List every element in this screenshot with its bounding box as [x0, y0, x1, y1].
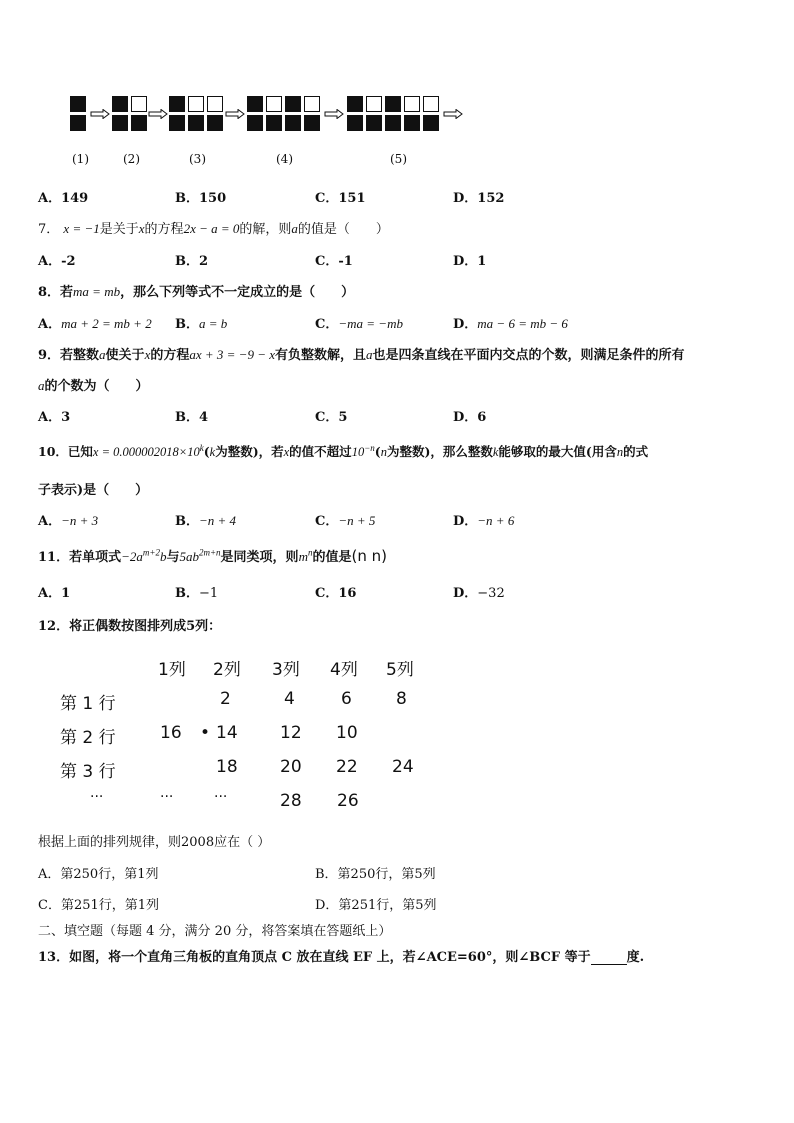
option-d: D．−n + 6	[453, 513, 515, 529]
table-cell: 6	[341, 689, 352, 709]
table-cell: ···	[160, 789, 174, 805]
option-d: D．6	[453, 410, 487, 425]
question-text: ，那么下列等式不一定成立的是（ ）	[120, 285, 355, 300]
question-10: 10．已知$x = 0.000002018\times 10^k(k$为整数)，若x的值不超过$10^{-n}(n$为整数)，那么整数k能够取的最大值(用含n的式	[38, 442, 649, 459]
even-number-table	[60, 655, 440, 815]
table-cell: 22	[336, 757, 358, 777]
question-9-line2: a的个数为（ ）	[38, 378, 149, 394]
row-header: 第 3 行	[60, 762, 116, 782]
option-c: C．−ma = −mb	[315, 316, 403, 332]
table-cell: ···	[214, 789, 228, 805]
table-cell: 16	[160, 723, 182, 743]
option-b: B．a = b	[175, 316, 228, 332]
question-number: 7．	[38, 222, 60, 237]
question-text: 的值是（ ）	[297, 222, 389, 237]
question-text: 的解，则	[239, 222, 292, 237]
option-d: D．ma − 6 = mb − 6	[453, 316, 568, 332]
question-13: 13．如图，将一个直角三角板的直角顶点 C 放在直线 EF 上，若∠ACE=60°，则∠BCF 等于 度.	[38, 950, 645, 965]
table-cell: 28	[280, 791, 302, 811]
option-c: C．−n + 5	[315, 513, 376, 529]
pattern-label: (2)	[123, 152, 140, 166]
table-cell: 26	[337, 791, 359, 811]
pattern-label: (3)	[189, 152, 206, 166]
question-text: 是关于	[99, 222, 139, 237]
col-header: 1列	[158, 660, 186, 680]
row-header: 第 1 行	[60, 694, 116, 714]
section-heading: 二、填空题（每题 4 分，满分 20 分，将答案填在答题纸上）	[38, 924, 392, 939]
pattern-label: (4)	[276, 152, 293, 166]
answer-blank[interactable]	[591, 964, 627, 965]
table-cell: 8	[396, 689, 407, 709]
option-d: D．第251行，第5列	[315, 898, 437, 913]
table-cell: 18	[216, 757, 238, 777]
option-a: A．第250行，第1列	[38, 867, 159, 882]
math-expr: x = −1	[63, 221, 100, 236]
col-header: 4列	[330, 660, 358, 680]
option-d: D．152	[453, 191, 505, 206]
arrow-icon	[225, 109, 245, 119]
math-var: a	[291, 221, 298, 236]
col-header: 3列	[272, 660, 300, 680]
table-cell: 4	[284, 689, 295, 709]
option-c: C．-1	[315, 254, 353, 269]
arrow-icon	[443, 109, 463, 119]
col-header: 5列	[386, 660, 414, 680]
question-text: 8．若	[38, 285, 74, 300]
col-header: 2列	[213, 660, 241, 680]
option-b: B．−1	[175, 586, 219, 601]
option-a: A．−n + 3	[38, 513, 99, 529]
option-c: C．16	[315, 586, 357, 601]
arrow-icon	[324, 109, 344, 119]
table-dot: •	[200, 723, 211, 743]
option-a: A．3	[38, 410, 71, 425]
question-text: 的方程	[144, 222, 184, 237]
math-expr: ma = mb	[73, 284, 121, 299]
question-7	[38, 218, 389, 237]
option-b: B．−n + 4	[175, 513, 237, 529]
filled-square	[70, 115, 86, 131]
option-b: B．150	[175, 191, 227, 206]
math-var: x	[138, 221, 145, 236]
option-c: C．第251行，第1列	[38, 898, 160, 913]
pattern-label: (5)	[390, 152, 407, 166]
row-header: 第 2 行	[60, 728, 116, 748]
option-c: C．5	[315, 410, 348, 425]
table-cell: ···	[90, 789, 104, 805]
option-d: D．1	[453, 254, 487, 269]
arrow-icon	[90, 109, 110, 119]
question-8	[38, 281, 354, 300]
question-12-followup: 根据上面的排列规律，则2008应在（ ）	[38, 835, 271, 850]
option-a: A．1	[38, 586, 71, 601]
table-cell: 2	[220, 689, 231, 709]
filled-square	[70, 96, 86, 112]
table-cell: 14	[216, 723, 238, 743]
option-a: A．-2	[38, 254, 76, 269]
question-10-line2: 子表示)是（ ）	[38, 483, 149, 498]
table-cell: 12	[280, 723, 302, 743]
option-a: A．149	[38, 191, 89, 206]
option-b: B．4	[175, 410, 209, 425]
question-9: 9．若整数a使关于x的方程ax + 3 = −9 − x有负整数解，且a也是四条直线在平面内交点的个数，则满足条件的所有	[38, 347, 685, 363]
option-b: B．2	[175, 254, 209, 269]
pattern-label: (1)	[72, 152, 89, 166]
question-11: 11．若单项式$-2a^{m+2}b$与$5ab^{2m+n}$是同类项，则$m^n$的值是(n n)	[38, 547, 387, 565]
table-cell: 24	[392, 757, 414, 777]
option-a: A．ma + 2 = mb + 2	[38, 316, 152, 332]
table-cell: 10	[336, 723, 358, 743]
option-d: D．−32	[453, 586, 505, 601]
math-expr: 2x − a = 0	[183, 221, 240, 236]
option-b: B．第250行，第5列	[315, 867, 436, 882]
question-12: 12．将正偶数按图排列成5列：	[38, 619, 222, 634]
square-pattern-figure	[68, 94, 468, 139]
option-c: C．151	[315, 191, 366, 206]
table-cell: 20	[280, 757, 302, 777]
arrow-icon	[148, 109, 168, 119]
